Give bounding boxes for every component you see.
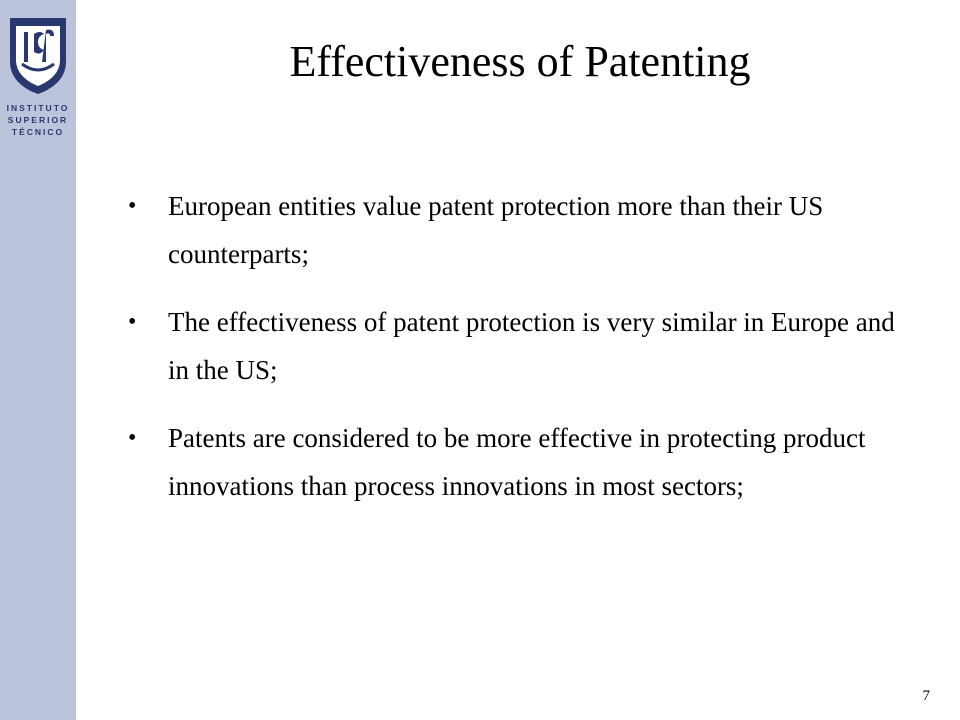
bullet-icon: • bbox=[128, 193, 137, 219]
bullet-item bbox=[128, 298, 908, 394]
bullet-text: Patents are considered to be more effective in protecting product innovations than process innovations in most sectors; bbox=[168, 423, 866, 501]
bullet-item bbox=[128, 182, 908, 278]
slide-title: Effectiveness of Patenting bbox=[289, 37, 751, 86]
shield-icon bbox=[6, 16, 70, 96]
bullet-icon: • bbox=[128, 425, 137, 451]
bullet-list bbox=[128, 182, 908, 530]
bullet-item bbox=[128, 414, 908, 510]
bullet-text: European entities value patent protection more than their US counterparts; bbox=[168, 191, 824, 269]
institution-logo bbox=[6, 16, 70, 146]
logo-line-3: TÉCNICO bbox=[11, 127, 65, 137]
bullet-icon: • bbox=[128, 309, 137, 335]
sidebar-band bbox=[0, 0, 76, 720]
logo-text bbox=[6, 102, 70, 138]
logo-line-2: SUPERIOR bbox=[7, 115, 69, 125]
page-number: 7 bbox=[922, 688, 930, 704]
logo-line-1: INSTITUTO bbox=[6, 103, 70, 113]
bullet-text: The effectiveness of patent protection is very similar in Europe and in the US; bbox=[168, 307, 895, 385]
